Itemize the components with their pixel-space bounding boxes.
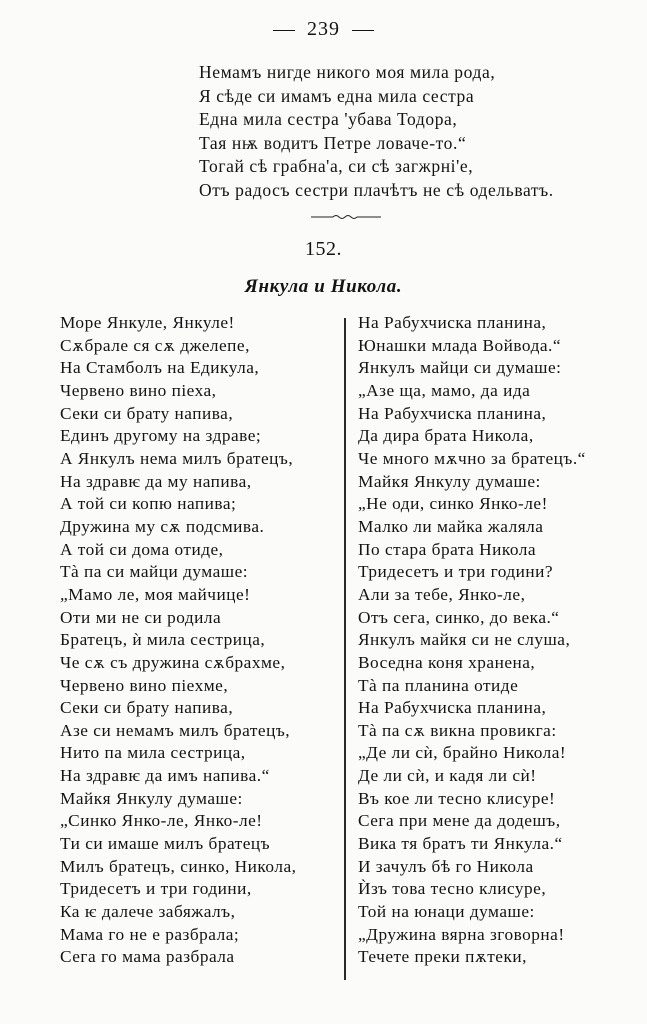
verse-line: Майкя Янкулу думаше: — [60, 788, 243, 808]
previous-song-ending — [199, 61, 554, 203]
verse-line: Де ли сѝ, и кадя ли сѝ! — [358, 766, 537, 786]
left-column-verses — [60, 312, 296, 969]
verse-line: А той си копю напива; — [60, 494, 237, 514]
verse-line: Отъ радосъ сестри плачѣтъ не сѣ одельватъ. — [199, 179, 554, 200]
verse-line: Малко ли майка жаляла — [358, 516, 544, 536]
verse-line: Тогай сѣ грабна'а, си сѣ загжрнi'е, — [199, 156, 474, 177]
dash-right — [352, 30, 374, 31]
verse-line: А той си дома отиде, — [60, 539, 224, 559]
verse-line: „Де ли сѝ, брайно Никола! — [358, 743, 567, 763]
song-title: Янкула и Никола. — [244, 276, 403, 297]
dash-left — [273, 30, 295, 31]
song-number: 152. — [305, 238, 342, 260]
verse-line: По стара брата Никола — [358, 539, 537, 559]
verse-line: На Рабухчиска планина, — [358, 313, 547, 332]
verse-line: Червено вино пiехме, — [60, 675, 229, 695]
verse-line: Юнашки млада Войвода.“ — [358, 335, 562, 355]
verse-line: Нито па мила сестрица, — [60, 743, 246, 763]
verse-line: Тà па си майци думаше: — [60, 562, 249, 582]
verse-line: „Азе ща, мамо, да ида — [358, 380, 531, 400]
column-divider — [344, 318, 346, 980]
verse-line: Червено вино пiеха, — [60, 380, 217, 400]
verse-line: Въ кое ли тесно клисуре! — [358, 788, 556, 808]
verse-line: Тридесетъ и три години, — [60, 879, 252, 899]
verse-line: Течете преки пѫтеки, — [358, 947, 527, 967]
verse-line: Янкулъ майкя си не слуша, — [358, 630, 571, 650]
verse-line: „Синко Янко-ле, Янко-ле! — [60, 811, 263, 831]
verse-line: Сега при мене да додешъ, — [358, 811, 561, 831]
verse-line: На Стамболъ на Едикула, — [60, 358, 260, 378]
verse-line: Секи си брату напива, — [60, 403, 234, 423]
verse-line: Вика тя братъ ти Янкула.“ — [358, 834, 563, 854]
verse-line: На здравѥ да имъ напива.“ — [60, 766, 270, 786]
right-column-verses — [358, 312, 586, 969]
verse-line: Тая нѭ водитъ Петре ловаче-то.“ — [199, 132, 467, 153]
verse-line: Дружина му сѫ подсмива. — [60, 516, 265, 536]
verse-line: „Дружина вярна зговорна! — [358, 924, 565, 944]
page-number-header — [0, 18, 647, 41]
verse-line: Секи си брату напива, — [60, 698, 234, 718]
section-ornament-icon — [311, 213, 381, 221]
page-number: 239 — [307, 18, 340, 40]
verse-line: Братецъ, ѝ мила сестрица, — [60, 630, 266, 650]
verse-line: Да дира брата Никола, — [358, 426, 534, 446]
verse-line: Немамъ нигде никого моя мила рода, — [199, 62, 496, 82]
verse-line: Че много мѫчно за братецъ.“ — [358, 448, 586, 468]
verse-line: Той на юнаци думаше: — [358, 902, 535, 922]
verse-line: На Рабухчиска планина, — [358, 403, 547, 423]
verse-line: Тà па сѫ викна провикга: — [358, 720, 557, 740]
verse-line: Отъ сега, синко, до века.“ — [358, 607, 560, 627]
verse-line: Ѝзъ това тесно клисуре, — [358, 879, 547, 899]
verse-line: Я сѣде си имамъ една мила сестра — [199, 85, 475, 106]
verse-line: Ти си имаше милъ братецъ — [60, 834, 271, 854]
verse-line: Сѫбрале ся сѫ джелепе, — [60, 335, 250, 355]
verse-line: Оти ми не си родила — [60, 607, 222, 627]
verse-line: Единъ другому на здраве; — [60, 426, 262, 446]
verse-line: Воседна коня хранена, — [358, 652, 536, 672]
verse-line: Сега го мама разбрала — [60, 947, 235, 967]
verse-line: И зачулъ бѣ го Никола — [358, 856, 534, 876]
verse-line: На здравѥ да му напива, — [60, 471, 252, 491]
verse-line: Янкулъ майци си думаше: — [358, 358, 562, 378]
verse-line: Тридесетъ и три години? — [358, 562, 554, 582]
verse-line: Тà па планина отиде — [358, 675, 519, 695]
verse-line: Една мила сестра 'убава Тодора, — [199, 109, 458, 130]
verse-line: Азе си немамъ милъ братецъ, — [60, 720, 291, 740]
verse-line: „Мамо ле, моя майчице! — [60, 584, 251, 604]
verse-line: Мама го не е разбрала; — [60, 924, 240, 944]
verse-line: Че сѫ съ дружина сѫбрахме, — [60, 652, 286, 672]
verse-line: Майкя Янкулу думаше: — [358, 471, 541, 491]
verse-line: „Не оди, синко Янко-ле! — [358, 494, 548, 514]
verse-line: Милъ братецъ, синко, Никола, — [60, 856, 297, 876]
verse-line: Ка ѥ далече забяжалъ, — [60, 902, 236, 922]
verse-line: На Рабухчиска планина, — [358, 698, 547, 718]
verse-line: Море Янкуле, Янкуле! — [60, 313, 235, 332]
verse-line: А Янкулъ нема милъ братецъ, — [60, 448, 294, 468]
verse-line: Али за тебе, Янко-ле, — [358, 584, 526, 604]
